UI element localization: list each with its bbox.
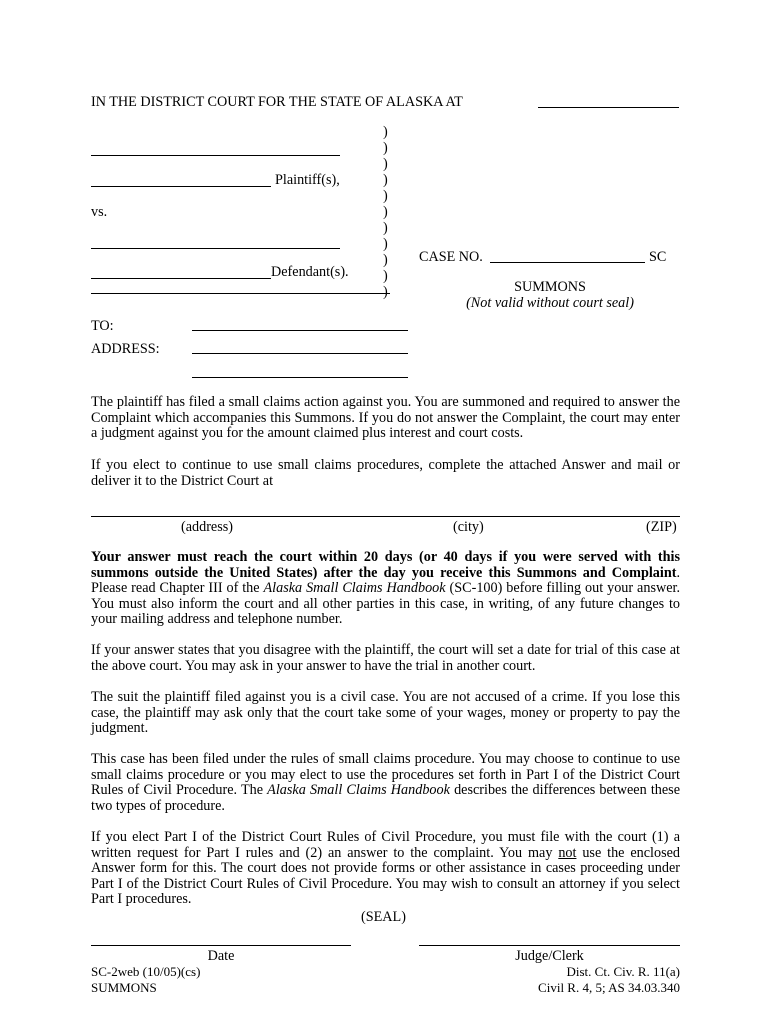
rule-reference-2: Civil R. 4, 5; AS 34.03.340 — [538, 980, 680, 995]
paragraph-small-claims-answer: If you elect to continue to use small claims procedures, complete the attached Answer and mail or deliver it to the District Court at — [91, 457, 680, 489]
seal-label: (SEAL) — [361, 909, 406, 925]
court-address-blank[interactable] — [91, 516, 680, 517]
vs-label: vs. — [91, 204, 108, 220]
deadline-bold-text: Your answer must reach the court within 20 days (or 40 days if you were served with this summons outside the United States) after the day you receive this Summons and Complaint — [91, 549, 680, 581]
paragraph-deadline: Your answer must reach the court within 20 days (or 40 days if you were served with this summons outside the United States) after the day you receive this Summons and Complaint. Please read Chapter III of the Alaska Small Claims Handbook (SC-100) before filling out your answer. You must also inform the court and all other parties in this case, in writing, of any future changes to your mailing address and telephone number. — [91, 549, 680, 628]
defendant-name-blank[interactable] — [91, 248, 340, 249]
court-title: IN THE DISTRICT COURT FOR THE STATE OF ALASKA AT — [91, 94, 463, 110]
case-no-blank[interactable] — [490, 262, 645, 263]
judge-signature-line[interactable] — [419, 945, 680, 946]
case-no-suffix: SC — [649, 249, 667, 265]
document-subtitle: (Not valid without court seal) — [466, 295, 634, 311]
judge-clerk-label: Judge/Clerk — [515, 948, 584, 964]
caption-parentheses: ) ) ) ) ) ) ) ) ) ) ) — [383, 124, 388, 300]
date-line[interactable] — [91, 945, 351, 946]
defendant-label: Defendant(s). — [271, 264, 349, 280]
caption-bottom-rule — [91, 293, 390, 294]
case-no-label: CASE NO. — [419, 249, 483, 265]
rule-reference-1: Dist. Ct. Civ. R. 11(a) — [566, 964, 680, 979]
city-caption: (city) — [453, 519, 484, 535]
document-title: SUMMONS — [514, 279, 586, 295]
address-label: ADDRESS: — [91, 341, 160, 357]
address-blank-1[interactable] — [192, 353, 408, 354]
date-label: Date — [207, 948, 235, 964]
handbook-title: Alaska Small Claims Handbook — [263, 580, 446, 597]
handbook-title-2: Alaska Small Claims Handbook — [267, 782, 450, 799]
plaintiff-name-blank-2[interactable] — [91, 186, 271, 187]
not-underlined: not — [558, 844, 577, 861]
to-label: TO: — [91, 318, 114, 334]
form-name: SUMMONS — [91, 980, 157, 995]
plaintiff-name-blank[interactable] — [91, 155, 340, 156]
zip-caption: (ZIP) — [646, 519, 677, 535]
court-location-blank[interactable] — [538, 107, 679, 108]
plaintiff-label: Plaintiff(s), — [275, 172, 340, 188]
paragraph-part-one: If you elect Part I of the District Court Rules of Civil Procedure, you must file with the court (1) a written request for Part I rules and (2) an answer to the complaint. You may not use the enclosed Answer form for this. The court does not provide forms or other assistance in cases proceeding under Part I of the District Court Rules of Civil Procedure. You may wish to consult an attorney if you select Part I procedures. — [91, 829, 680, 908]
defendant-name-blank-2[interactable] — [91, 278, 271, 279]
address-caption: (address) — [181, 519, 233, 535]
paragraph-summons-notice: The plaintiff has filed a small claims action against you. You are summoned and required to answer the Complaint which accompanies this Summons. If you do not answer the Complaint, the court may enter a judgment against you for the amount claimed plus interest and court costs. — [91, 394, 680, 442]
paragraph-civil-case: The suit the plaintiff filed against you is a civil case. You are not accused of a crime. If you lose this case, the plaintiff may ask only that the court take some of your wages, money or property to pay the judgment. — [91, 689, 680, 737]
paragraph-disagree: If your answer states that you disagree with the plaintiff, the court will set a date for trial of this case at the above court. You may ask in your answer to have the trial in another court. — [91, 642, 680, 674]
paragraph-small-claims-rules: This case has been filed under the rules of small claims procedure. You may choose to continue to use small claims procedure or you may elect to use the procedures set forth in Part I of the District Court Rules of Civil Procedure. The Alaska Small Claims Handbook describes the differences between these two types of procedure. — [91, 751, 680, 814]
to-blank[interactable] — [192, 330, 408, 331]
address-blank-2[interactable] — [192, 377, 408, 378]
form-id: SC-2web (10/05)(cs) — [91, 964, 201, 979]
